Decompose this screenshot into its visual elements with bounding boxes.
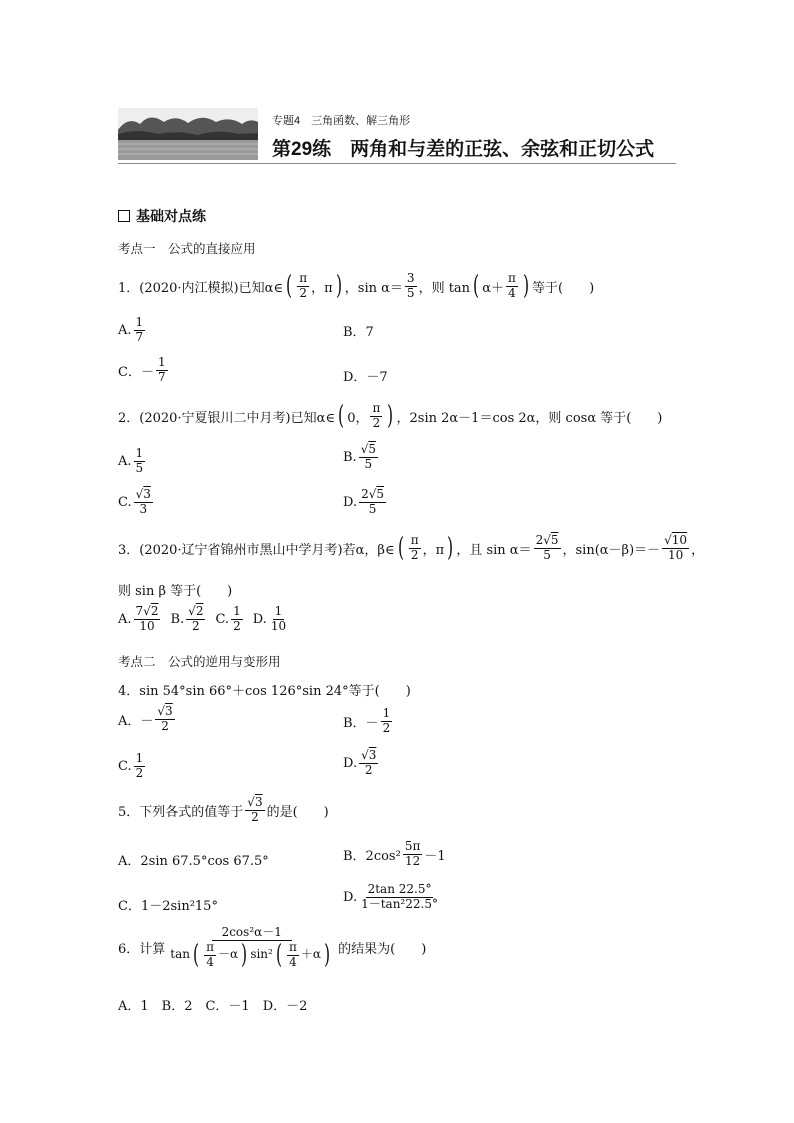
q2-c-num: √3: [135, 487, 151, 501]
q4-d-rad: 3: [368, 748, 377, 762]
q2-c-frac: [134, 488, 153, 517]
q5-d-frac: [359, 883, 440, 912]
section-heading-text: 基础对点练: [136, 208, 206, 224]
q1-c-frac: [156, 356, 168, 385]
q1-paren-right: ): [335, 271, 342, 302]
question-6: [118, 926, 426, 969]
kaodian-2-heading: 考点二 公式的逆用与变形用: [118, 655, 281, 669]
q3-a-num: 7√2: [135, 604, 159, 618]
q1-iv-end: ，π: [311, 280, 333, 296]
q3-c-frac: [231, 605, 243, 634]
q2-d-rad: 5: [376, 487, 385, 501]
q3-a-frac: [134, 605, 161, 634]
q2-iv-den: 2: [372, 415, 381, 430]
header-divider: [118, 163, 676, 164]
q3-c-den: 2: [233, 618, 241, 633]
q1-c-den: 7: [157, 369, 166, 384]
q5-option-d: [343, 883, 442, 912]
question-3: [118, 534, 704, 563]
q4-d-den: 2: [364, 762, 373, 777]
q2-text-b: ，2sin 2α－1＝cos 2α，则 cosα 等于( ): [396, 410, 663, 426]
q1-sin-num: 3: [406, 271, 415, 285]
q5-d-num: 2tan 22.5°: [367, 882, 432, 896]
q4-d-num: √3: [361, 748, 377, 762]
header-landscape-photo: [118, 108, 258, 160]
q4-option-d: [343, 749, 380, 778]
question-4: 4．sin 54°sin 66°＋cos 126°sin 24°等于( ): [118, 684, 411, 699]
q3-iv-num: π: [410, 533, 419, 547]
q2-option-b: [343, 443, 380, 472]
q5-option-b: [343, 840, 446, 869]
q2-b-frac: [359, 443, 378, 472]
q6-numerator: 2cos²α－1: [212, 926, 292, 941]
q3-d-num: 1: [274, 604, 283, 618]
q2-c-den: 3: [139, 501, 148, 516]
q6-text-b: 的结果为( ): [338, 942, 427, 958]
q5-b-tail: －1: [424, 848, 446, 864]
question-5: [118, 796, 329, 825]
q6-tan-tail: －α: [218, 947, 239, 962]
q2-b-num: √5: [360, 442, 376, 456]
q3-iv-frac: [409, 534, 421, 563]
q4-d-frac: [359, 749, 378, 778]
q2-text-a: 2．(2020·宁夏银川二中月考)已知α∈: [118, 410, 336, 426]
q2-b-label: B.: [343, 449, 357, 465]
q4-option-b: [343, 707, 394, 736]
q1-tan-arg: α＋: [482, 280, 504, 296]
q5-b-frac: [403, 840, 423, 869]
q6-denominator: [168, 941, 335, 970]
q3-line-2: 则 sin β 等于( ): [118, 584, 233, 599]
q3-paren-left: (: [397, 533, 404, 564]
q2-paren-right: ): [387, 401, 394, 432]
q1-tan-num: π: [507, 271, 516, 285]
q3-sin-num: 2√5: [535, 533, 559, 547]
q2-a-den: 5: [135, 460, 144, 475]
q3-b-den: 2: [191, 618, 200, 633]
q2-c-rad: 3: [143, 487, 151, 501]
q2-a-num: 1: [135, 446, 144, 460]
q3-paren-right: ): [447, 533, 454, 564]
question-2: [118, 402, 662, 431]
q3-a-rad: 2: [150, 604, 159, 618]
q1-c-num: 1: [157, 355, 166, 369]
q1-text-b: ，sin α＝: [344, 280, 403, 296]
q2-option-a: [118, 447, 147, 476]
q4-c-num: 1: [135, 751, 144, 765]
q5-b-label: B．2cos²: [343, 848, 401, 864]
q5-b-den: 12: [404, 853, 421, 868]
q6-main-frac: [168, 926, 335, 969]
q1-text-c: ，则 tan: [418, 280, 471, 296]
q3-c-label: C.: [215, 611, 230, 627]
q5-d-label: D.: [343, 889, 358, 905]
q3-text-b: ，且 sin α＝: [456, 542, 532, 558]
q1-paren-left: (: [286, 271, 293, 302]
q2-iv-frac: [370, 402, 382, 431]
q3-d-frac: [269, 605, 288, 634]
q3-d-label: D.: [252, 611, 267, 627]
q6-tan-den: 4: [206, 954, 214, 969]
q2-d-den: 5: [368, 501, 377, 516]
q3-options: [118, 605, 290, 634]
q4-b-frac: [381, 707, 393, 736]
q6-sin-label: sin²: [250, 947, 273, 962]
q1-c-label: C．－: [118, 364, 154, 380]
q3-text-a: 3．(2020·辽宁省锦州市黑山中学月考)若α，β∈: [118, 542, 395, 558]
q2-option-c: [118, 488, 155, 517]
q3-text-d: ，: [691, 542, 705, 558]
q6-tan-paren-left: (: [193, 940, 200, 971]
q2-paren-left: (: [338, 401, 345, 432]
q4-a-label: A．－: [118, 713, 154, 729]
q3-diff-den: 10: [667, 547, 684, 562]
q3-sin-coef: 2: [535, 533, 544, 547]
q2-b-rad: 5: [368, 442, 376, 456]
q2-option-d: [343, 488, 388, 517]
kaodian-1-heading: 考点一 公式的直接应用: [118, 242, 256, 256]
q6-sin-frac: [287, 941, 299, 970]
q1-text-d: 等于( ): [532, 280, 595, 296]
q1-tan-paren-right: ): [522, 271, 529, 302]
q6-sin-paren-left: (: [275, 940, 282, 971]
checkbox-icon: [118, 210, 130, 222]
q1-tan-den: 4: [508, 285, 516, 300]
q1-tan-paren-left: (: [473, 271, 480, 302]
q3-b-num: √2: [188, 604, 204, 618]
q5-option-a: A．2sin 67.5°cos 67.5°: [118, 854, 269, 869]
q6-tan-paren-right: ): [241, 940, 248, 971]
q6-sin-tail: ＋α: [300, 947, 322, 962]
q5-option-c: C．1－2sin²15°: [118, 899, 218, 914]
q1-text-a: 1．(2020·内江模拟)已知α∈: [118, 280, 284, 296]
q3-diff-num: √10: [664, 533, 688, 547]
q6-sin-den: 4: [289, 954, 297, 969]
q2-d-num: 2√5: [361, 487, 385, 501]
q6-sin-paren-right: ): [324, 940, 331, 971]
q3-a-label: A.: [118, 611, 132, 627]
q5-rad: 3: [254, 795, 263, 809]
q5-num: √3: [247, 795, 263, 809]
q2-d-label: D.: [343, 494, 358, 510]
q2-c-label: C.: [118, 494, 132, 510]
q1-option-c: [118, 356, 170, 385]
q4-a-num: √3: [157, 704, 173, 718]
q6-tan-frac: [204, 941, 216, 970]
q4-c-frac: [134, 752, 146, 781]
q1-option-d: D．－7: [343, 370, 388, 385]
q3-diff-frac: [662, 534, 689, 563]
q1-a-num: 1: [135, 315, 144, 329]
q3-a-den: 10: [139, 618, 155, 633]
q2-d-frac: [359, 488, 386, 517]
q4-b-den: 2: [382, 720, 391, 735]
q1-a-label: A.: [118, 322, 132, 338]
q6-sin-num: π: [289, 939, 297, 954]
q3-c-num: 1: [233, 604, 241, 618]
q6-tan-num: π: [206, 939, 215, 954]
q2-a-frac: [134, 447, 146, 476]
q2-b-den: 5: [364, 456, 373, 471]
q1-interval-frac: [297, 272, 309, 301]
q1-iv-num: π: [299, 271, 308, 285]
q5-den: 2: [251, 809, 259, 824]
question-1: [118, 272, 594, 301]
page-title: 第29练 两角和与差的正弦、余弦和正切公式: [272, 139, 655, 160]
q4-option-c: [118, 752, 147, 781]
q2-iv-num: π: [372, 401, 381, 415]
q1-option-a: [118, 316, 147, 345]
q5-text-a: 5．下列各式的值等于: [118, 804, 244, 820]
q4-a-frac: [155, 705, 174, 734]
q5-frac: [245, 796, 264, 825]
q4-d-label: D.: [343, 755, 358, 771]
q4-b-num: 1: [382, 706, 391, 720]
q5-b-num: 5π: [404, 839, 421, 853]
q5-d-den: 1－tan²22.5°: [361, 896, 438, 911]
q3-sin-rad: 5: [550, 533, 559, 547]
q3-d-den: 10: [270, 618, 287, 633]
q4-c-den: 2: [135, 765, 144, 780]
section-heading: [118, 206, 206, 226]
q3-a-coef: 7: [135, 604, 144, 618]
q2-a-label: A.: [118, 453, 132, 469]
q3-diff-rad: 10: [671, 533, 688, 547]
q3-b-label: B.: [170, 611, 185, 627]
q3-b-rad: 2: [195, 604, 204, 618]
q2-d-coef: 2: [361, 487, 369, 501]
q2-iv-start: 0，: [347, 410, 369, 426]
q1-a-den: 7: [135, 329, 144, 344]
q1-iv-den: 2: [299, 285, 307, 300]
q3-sin-den: 5: [543, 547, 551, 562]
topic-label: 专题4 三角函数、解三角形: [272, 115, 411, 127]
q6-text-a: 6．计算: [118, 942, 166, 958]
q3-sin-frac: [534, 534, 561, 563]
q6-options: A．1 B．2 C．－1 D．－2: [118, 999, 308, 1014]
q3-text-c: ，sin(α－β)＝－: [562, 542, 661, 558]
q4-c-label: C.: [118, 758, 132, 774]
q5-text-b: 的是( ): [266, 804, 329, 820]
q1-sin-den: 5: [406, 285, 415, 300]
q4-option-a: [118, 705, 177, 734]
q3-iv-end: ，π: [422, 542, 445, 558]
q3-iv-den: 2: [410, 547, 419, 562]
q4-b-label: B．－: [343, 715, 379, 731]
q4-a-rad: 3: [165, 704, 173, 718]
q1-tan-frac: [506, 272, 518, 301]
q6-tan-label: tan: [170, 947, 190, 962]
q1-a-frac: [134, 316, 146, 345]
q1-sin-frac: [405, 272, 417, 301]
q1-option-b: B．7: [343, 325, 374, 340]
q3-b-frac: [186, 605, 205, 634]
q4-a-den: 2: [161, 718, 169, 733]
